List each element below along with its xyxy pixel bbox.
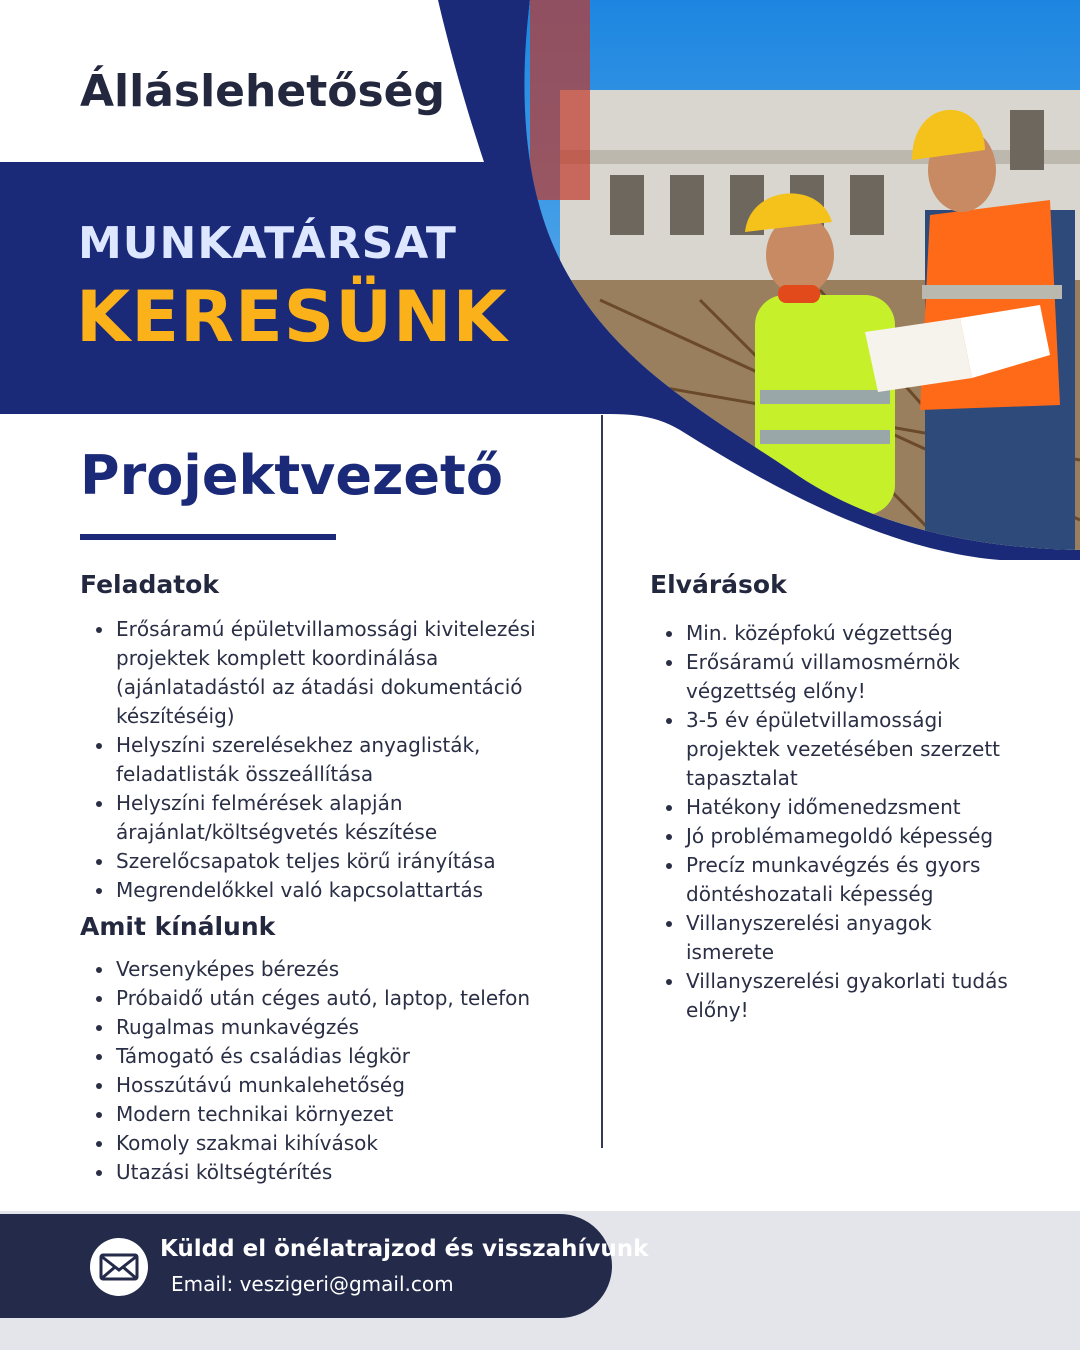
envelope-icon — [90, 1238, 148, 1296]
list-item: Erősáramú épületvillamossági kivitelezési projektek komplett koordinálása (ajánlatadástól az átadási dokumentáció készítéséig) — [80, 615, 580, 731]
list-item: Versenyképes bérezés — [80, 955, 580, 984]
list-item: Helyszíni szerelésekhez anyaglisták, feladatlisták összeállítása — [80, 731, 580, 789]
list-item: 3-5 év épületvillamossági projektek vezetésében szerzett tapasztalat — [650, 706, 1010, 793]
job-title: Projektvezető — [80, 444, 503, 507]
headline-line-1: MUNKATÁRSAT — [78, 218, 457, 269]
title-underline — [80, 534, 336, 540]
requirements-list — [650, 619, 1010, 1025]
list-item: Hatékony időmenedzsment — [650, 793, 1010, 822]
list-item: Rugalmas munkavégzés — [80, 1013, 580, 1042]
list-item: Min. középfokú végzettség — [650, 619, 1010, 648]
list-item: Hosszútávú munkalehetőség — [80, 1071, 580, 1100]
list-item: Utazási költségtérítés — [80, 1158, 580, 1187]
list-item: Villanyszerelési gyakorlati tudás előny! — [650, 967, 1010, 1025]
tasks-list — [80, 615, 580, 905]
list-item: Helyszíni felmérések alapján árajánlat/költségvetés készítése — [80, 789, 580, 847]
list-item: Szerelőcsapatok teljes körű irányítása — [80, 847, 580, 876]
list-item: Megrendelőkkel való kapcsolattartás — [80, 876, 580, 905]
requirements-heading: Elvárások — [650, 570, 787, 599]
headline-line-2: KERESÜNK — [76, 276, 508, 358]
list-item: Erősáramú villamosmérnök végzettség előny! — [650, 648, 1010, 706]
list-item: Komoly szakmai kihívások — [80, 1129, 580, 1158]
job-opportunity-kicker: Álláslehetőség — [80, 66, 445, 117]
column-divider — [601, 415, 603, 1148]
offer-heading: Amit kínálunk — [80, 912, 276, 941]
list-item: Próbaidő után céges autó, laptop, telefon — [80, 984, 580, 1013]
contact-email[interactable]: Email: veszigeri@gmail.com — [171, 1272, 454, 1296]
offer-list — [80, 955, 580, 1187]
list-item: Villanyszerelési anyagok ismerete — [650, 909, 1010, 967]
tasks-heading: Feladatok — [80, 570, 219, 599]
list-item: Jó problémamegoldó képesség — [650, 822, 1010, 851]
list-item: Támogató és családias légkör — [80, 1042, 580, 1071]
requirements-section — [650, 570, 1010, 1025]
list-item: Modern technikai környezet — [80, 1100, 580, 1129]
tasks-section — [80, 570, 580, 905]
list-item: Precíz munkavégzés és gyors döntéshozatali képesség — [650, 851, 1010, 909]
contact-cta: Küldd el önélatrajzod és visszahívunk — [160, 1236, 649, 1262]
offer-section — [80, 912, 580, 1187]
